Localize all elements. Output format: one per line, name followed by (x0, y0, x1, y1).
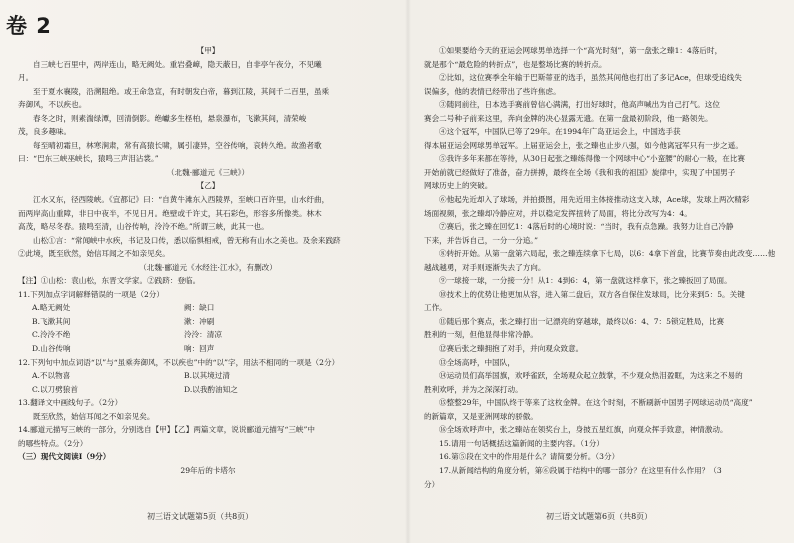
option-text: C.以刀劈狼首 (32, 384, 78, 394)
option-text: 响：回声 (184, 344, 215, 354)
text-line: ⑯全场欢呼声中，张之臻站在领奖台上，身披五星红旗，向观众挥手致意，神情激动。 (439, 425, 728, 435)
text-line: ⑩技术上的优势让他更加从容，进入第二盘后，双方各自保住发球局，比分来到5：5。关键 (439, 289, 745, 299)
option-row (18, 369, 398, 383)
text-line: 曰：“巴东三峡巫峡长，猿鸣三声泪沾裳。” (18, 154, 159, 164)
text-line: 误偏多，他的表情已经带出了些许焦虑。 (424, 86, 561, 96)
text-line: 场面视频，张之臻却冷静应对，并以稳定发挥扭转了局面，将比分改写为4：4。 (424, 208, 692, 218)
text-line: 胜利欢呼，并为之深深打动。 (424, 384, 523, 394)
option-row (18, 342, 398, 356)
text-line: ①如果要给今天的亚运会网球男单选择一个“高光时刻”，第一盘张之臻1：4落后时， (439, 46, 723, 55)
text-line: 14.郦道元描写三峡的一部分，分别选自【甲】【乙】两篇文章，说说郦道元描写“三峡”中 (18, 425, 316, 435)
text-line: 胜利的一刻，但他显得非常冷静。 (424, 330, 538, 340)
text-line: （北魏·郦道元《三峡》） (166, 167, 250, 177)
text-line: ⑦赛后，张之臻在回忆1：4落后时的心境时说：“当时，我有点急躁。我努力让自己冷静 (439, 222, 734, 232)
text-line: 自三峡七百里中，两岸连山，略无阙处。重岩叠嶂，隐天蔽日，自非亭午夜分，不见曦 (33, 59, 322, 69)
left-column (18, 44, 398, 478)
text-line: 高茂，略尽冬春。猿鸣至清，山谷传响，泠泠不绝。”所谓三峡，此其一也。 (18, 222, 269, 232)
text-line: 就是那个“最危险的转折点”，也是整场比赛的转折点。 (424, 59, 607, 69)
page-footer-left: 初三语文试题第5页（共8页） (147, 512, 254, 521)
text-line: ⑪随后那个赛点，张之臻打出一记漂亮的穿越球，最终以6：4、7：5锁定胜局，比赛 (439, 316, 725, 326)
text-line: 15.请用一句话概括这篇新闻的主要内容。（1分） (439, 438, 604, 448)
text-line: 奔御风，不以疾也。 (18, 100, 87, 110)
option-row (18, 315, 398, 329)
option-text: A.略无阙处 (32, 303, 71, 313)
option-row (18, 383, 398, 397)
text-line: 赛会二号种子前来这里，奔向金牌的决心显露无遗。在第一盘最初阶段，他一路领先。 (424, 113, 713, 123)
text-line: （三）现代文阅读Ⅰ（9分） (18, 452, 111, 462)
option-text: B.飞漱其间 (32, 316, 71, 326)
text-line: ②比如，这位赛季全年输于巴斯蒂亚的选手，虽然其间他也打出了多记Ace，但球受追线失 (439, 73, 742, 83)
text-line: 月。 (18, 73, 34, 83)
option-text: A.不以物喜 (32, 371, 71, 381)
text-line: 山松①言：“常闻峡中水疾，书记及口传，悉以临惧相戒，曾无称有山水之美也。及余来践跻 (33, 235, 341, 245)
option-text: D.以我酌油知之 (184, 384, 238, 394)
text-line: ⑮整整29年，中国队终于等来了这枚金牌。在这个时刻，不断刷新中国男子网球运动员“高度” (439, 398, 753, 408)
text-line: 分） (424, 479, 440, 489)
text-line: ⑨一球接一球，一分接一分！从1：4到6：4，第一盘就这样拿下，张之臻扳回了局面。 (439, 276, 732, 286)
text-line: 【乙】 (196, 181, 220, 191)
text-line: ⑬全场高呼，中国队， (439, 357, 515, 367)
text-line: 网球历史上的突破。 (424, 181, 493, 191)
text-line: 而两岸高山重障，非日中夜半，不见日月。绝壁或千许丈，其石彩色，形容多所像类。林木 (18, 208, 322, 218)
text-line: 【注】①山松：袁山松，东晋文学家。②践跻：登临。 (18, 276, 201, 286)
text-line: 29年后的卡塔尔 (180, 465, 236, 475)
text-line: 既至欣然，始信耳闻之不如亲见矣。 (33, 411, 155, 421)
text-line: （北魏·郦道元《水经注·江水》，有删改） (139, 262, 277, 272)
text-line: 工作。 (424, 303, 447, 313)
text-line: 得本届亚运会网球男单冠军。上届亚运会上，张之臻也止步八强，如今他离冠军只有一步之遥。 (424, 140, 743, 150)
text-line: ④这个冠军，中国队已等了29年。在1994年广岛亚运会上，中国选手获 (439, 127, 681, 137)
text-line: ③随同前往，日本选手赛前曾信心满满，打出好球时，他高声喊出为自己打气。这位 (439, 100, 720, 110)
page-fold (405, 0, 411, 543)
text-line: 12.下列句中加点词语“以”与“虽乘奔御风，不以疾也”中的“以”字，用法不相同的一项是（2分） (18, 357, 340, 367)
text-line: 11.下列加点字词解释错误的一项是（2分） (18, 289, 164, 299)
option-text: 阙：缺口 (184, 303, 215, 313)
volume-label: 卷 2 (6, 14, 52, 38)
page-footer-right: 初三语文试题第6页（共8页） (546, 512, 653, 521)
option-text: B.以其境过清 (184, 371, 230, 381)
text-line: 17.从新闻结构的角度分析，第⑥段属于结构中的哪一部分？在这里有什么作用？（3 (439, 465, 722, 475)
text-line: 【甲】 (196, 46, 220, 55)
text-line: 的新篇章，又是亚洲网球的骄傲。 (424, 411, 538, 421)
text-line: 每至晴初霜旦，林寒涧肃，常有高猿长啸，属引凄异，空谷传响，哀转久绝。故渔者歌 (33, 140, 322, 150)
text-line: 春冬之时，则素湍绿潭，回清倒影。绝巘多生柽柏，悬泉瀑布，飞漱其间，清荣峻 (33, 113, 307, 123)
text-line: 16.第⑤段在文中的作用是什么？请简要分析。（3分） (439, 452, 620, 462)
text-line: 越战越勇，对手则逐渐失去了方向。 (424, 262, 546, 272)
text-line: ②此境，既至欣然，始信耳闻之不如亲见矣。 (18, 249, 170, 259)
option-row (18, 301, 398, 315)
text-line: 至于夏水襄陵，沿溯阻绝。或王命急宣，有时朝发白帝，暮到江陵，其间千二百里，虽乘 (33, 86, 330, 96)
text-line: 茂，良多趣味。 (18, 127, 72, 137)
text-line: ⑥他起先近却入了球场，并拍摄图，用先近用主体接推动这支入球，Ace球，发球上两次精彩 (439, 195, 750, 205)
text-line: 下来，并告诉自己，一分一分追。” (424, 235, 538, 245)
text-line: ⑧转折开始。从第一盘第六局起，张之臻连续拿下七局，以6：4拿下首盘，比赛节奏由此改变……他 (439, 249, 776, 259)
text-line: ⑤我许多年来都在等待，从30日起张之臻练得像一个网球中心“小蛮腰”的耐心一般，在比赛 (439, 154, 745, 164)
option-text: D.山谷传响 (32, 344, 71, 354)
option-row (18, 328, 398, 342)
text-line: ⑭运动员们高举国旗，欢呼雀跃，全场观众起立鼓掌，不少观众热泪盈眶，为这来之不易的 (439, 371, 743, 381)
text-line: 开始前就已经做好了准备，奋力拼搏，最终在全场《我和我的祖国》旋律中，实现了中国男子 (424, 167, 736, 177)
text-line: 的哪些特点。（2分） (18, 438, 88, 448)
text-line: ⑫赛后张之臻拥抱了对手，并向观众致意。 (439, 344, 584, 354)
right-column (424, 44, 784, 491)
option-text: C.泠泠不绝 (32, 330, 71, 340)
text-line: 江水又东，径西陵峡。《宜都记》曰：“自黄牛滩东入西陵界，至峡口百许里，山水纡曲， (33, 195, 330, 205)
option-text: 泠泠：清凉 (184, 330, 222, 340)
text-line: 13.翻译文中画线句子。（2分） (18, 398, 123, 408)
option-text: 漱：冲刷 (184, 316, 215, 326)
